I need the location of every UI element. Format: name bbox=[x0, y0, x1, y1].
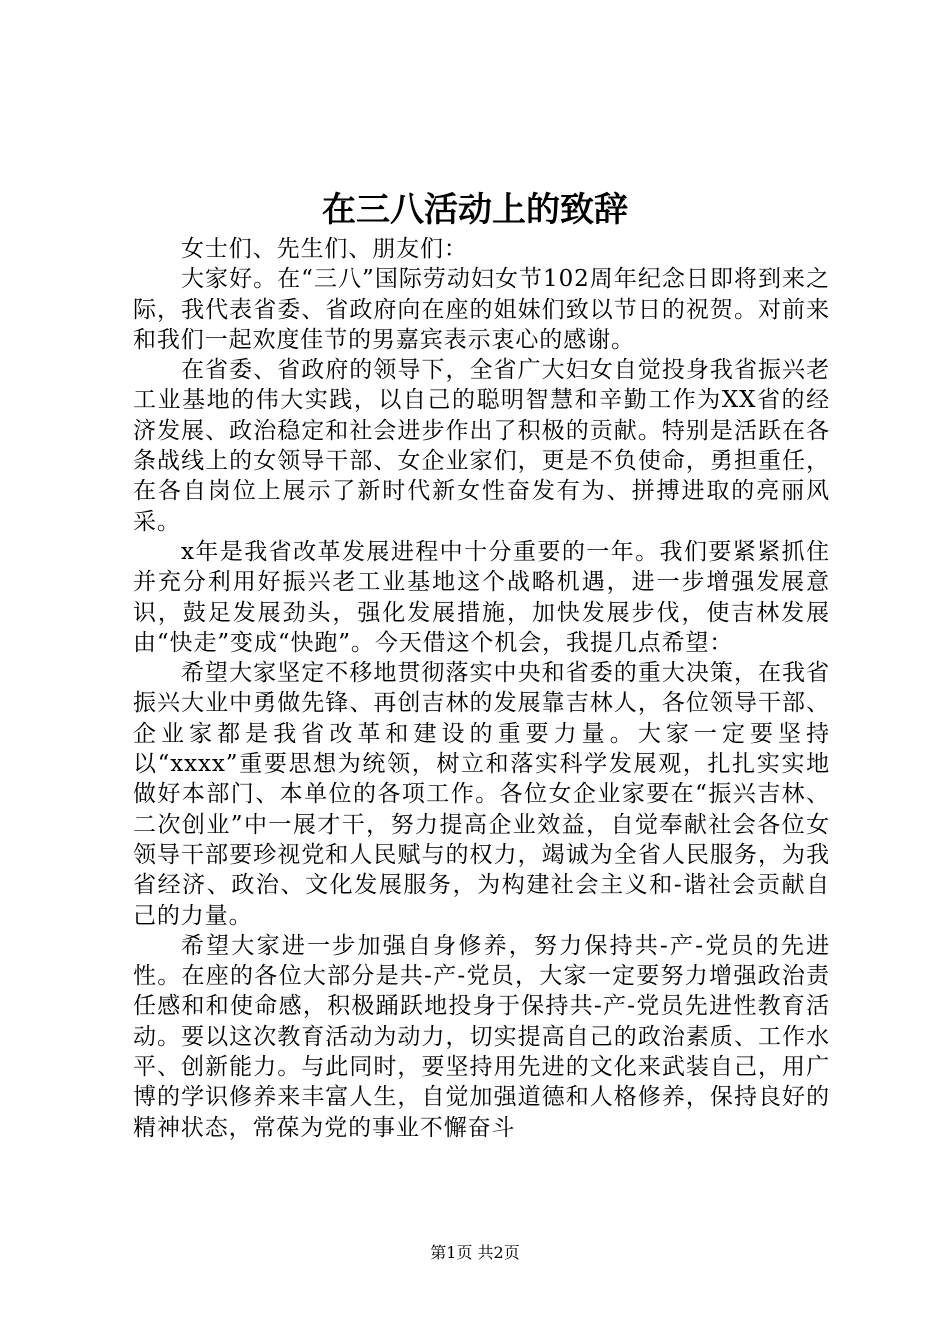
body-paragraph: 大家好。在“三八”国际劳动妇女节102周年纪念日即将到来之际，我代表省委、省政府向在座的姐妹们致以节日的祝贺。对前来和我们一起欢度佳节的男嘉宾表示衷心的感谢。 bbox=[133, 266, 830, 353]
page-number-footer: 第1页 共2页 bbox=[430, 1243, 520, 1262]
body-paragraph: 希望大家进一步加强自身修养，努力保持共-产-党员的先进性。在座的各位大部分是共-产-党员，大家一定要努力增强政治责任感和和使命感，积极踊跃地投身于保持共-产-党员先进性教育活动。要以这次教育活动为动力，切实提高自己的政治素质、工作水平、创新能力。与此同时，要坚持用先进的文化来武装自己，用广博的学识修养来丰富人生，自觉加强道德和人格修养，保持良好的精神状态，常葆为党的事业不懈奋斗 bbox=[133, 932, 830, 1141]
body-paragraph: x年是我省改革发展进程中十分重要的一年。我们要紧紧抓住并充分利用好振兴老工业基地这个战略机遇，进一步增强发展意识，鼓足发展劲头，强化发展措施，加快发展步伐，使吉林发展由“快走”变成“快跑”。今天借这个机会，我提几点希望： bbox=[133, 538, 830, 656]
document-body bbox=[133, 234, 830, 1143]
body-paragraph: 在省委、省政府的领导下，全省广大妇女自觉投身我省振兴老工业基地的伟大实践，以自己的聪明智慧和辛勤工作为XX省的经济发展、政治稳定和社会进步作出了积极的贡献。特别是活跃在各条战线上的女领导干部、女企业家们，更是不负使命，勇担重任，在各自岗位上展示了新时代新女性奋发有为、拼搏进取的亮丽风采。 bbox=[133, 357, 830, 535]
body-paragraph: 希望大家坚定不移地贯彻落实中央和省委的重大决策，在我省振兴大业中勇做先锋、再创吉林的发展靠吉林人，各位领导干部、企业家都是我省改革和建设的重要力量。大家一定要坚持以“xxxx”重要思想为统领，树立和落实科学发展观，扎扎实实地做好本部门、本单位的各项工作。各位女企业家要在“振兴吉林、二次创业”中一展才干，努力提高企业效益，自觉奉献社会各位女领导干部要珍视党和人民赋与的权力，竭诚为全省人民服务，为我省经济、政治、文化发展服务，为构建社会主义和-谐社会贡献自己的力量。 bbox=[133, 660, 830, 929]
document-title: 在三八活动上的致辞 bbox=[322, 190, 628, 230]
salutation-paragraph: 女士们、先生们、朋友们： bbox=[181, 236, 468, 262]
